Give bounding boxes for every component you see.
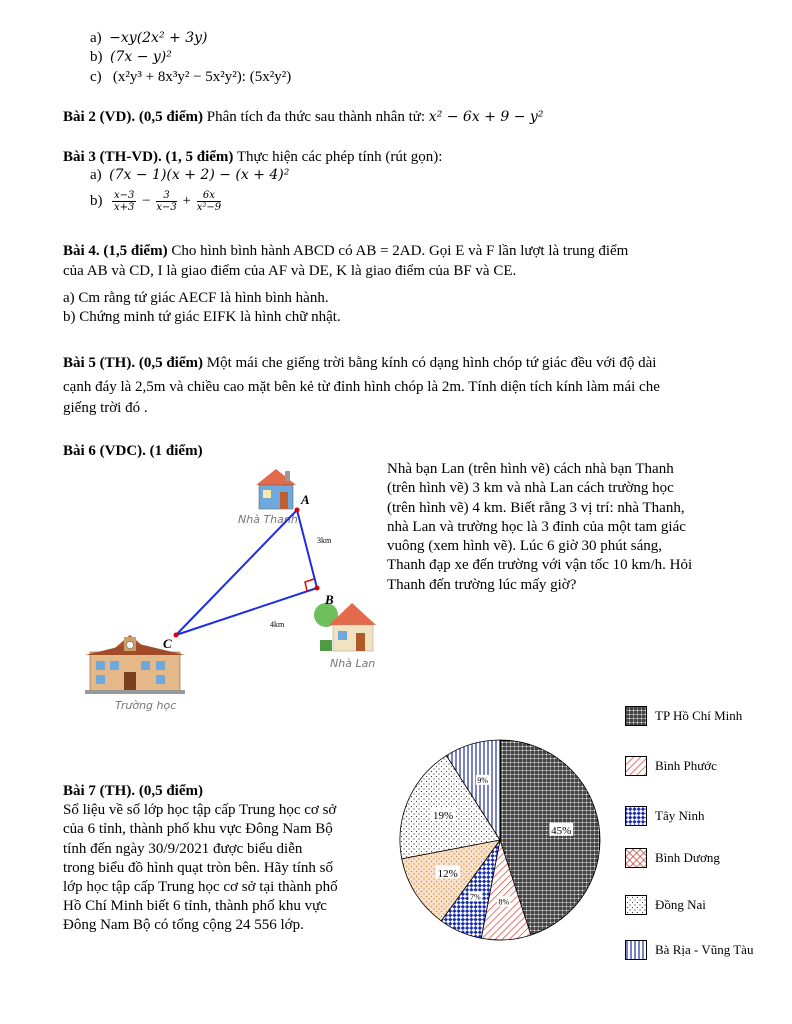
text-line: Đông Nam Bộ có tổng cộng 24 556 lớp. bbox=[63, 917, 304, 934]
bai2-expr: x² − 6x + 9 − y² bbox=[428, 109, 544, 125]
expr-a: −xy(2x² + 3y) bbox=[109, 30, 208, 46]
legend-swatch bbox=[625, 756, 647, 776]
pie-slice-label: 9% bbox=[477, 776, 489, 786]
bai1-item-a bbox=[90, 29, 207, 48]
edge-bc bbox=[176, 588, 317, 635]
bai5-title: Bài 5 (TH). (0,5 điểm) bbox=[63, 355, 203, 371]
fraction-1: $\frac{x-3}{x+3}$ bbox=[114, 190, 135, 214]
text-line: Thanh đạp xe đến trường với vận tốc 10 km/h. Hỏi bbox=[387, 557, 693, 574]
item-label: a) bbox=[90, 30, 102, 46]
bai1-item-b bbox=[90, 48, 172, 67]
bai5-line3: giếng trời đó . bbox=[63, 400, 148, 416]
triangle-figure bbox=[80, 465, 390, 720]
fraction-3: $\frac{6x}{\text{x²−9}}$ bbox=[196, 190, 222, 214]
item-label: b) bbox=[90, 49, 103, 65]
bai2 bbox=[63, 108, 543, 127]
legend-label: Bà Rịa - Vũng Tàu bbox=[655, 942, 754, 957]
expr-c: (x²y³ + 8x³y² − 5x²y²): (5x²y²) bbox=[112, 69, 292, 85]
bai2-title: Bài 2 (VD). (0,5 điểm) bbox=[63, 109, 203, 125]
bai3-header bbox=[63, 148, 442, 167]
legend-swatch bbox=[625, 895, 647, 915]
vertex-c-label: C bbox=[163, 636, 172, 651]
legend-item bbox=[625, 939, 753, 961]
bai3-title: Bài 3 (TH-VD). (1, 5 điểm) bbox=[63, 149, 234, 165]
bai2-text: Phân tích đa thức sau thành nhân tử: bbox=[206, 109, 426, 125]
pie-slice-label: 7% bbox=[470, 892, 481, 902]
bai3-text: Thực hiện các phép tính (rút gọn): bbox=[236, 149, 443, 165]
text-line: trong biểu đồ hình quạt tròn bên. Hãy tính số bbox=[63, 859, 333, 876]
text-line: Hồ Chí Minh biết 6 tỉnh, thành phố khu vực bbox=[63, 898, 327, 915]
bai4-text: Cho hình bình hành ABCD có AB = 2AD. Gọi E và F lần lượt là trung điểm bbox=[171, 243, 629, 259]
vertex-b-label: B bbox=[325, 592, 334, 607]
vertex-a-label: A bbox=[301, 492, 310, 507]
legend-swatch bbox=[625, 940, 647, 960]
bai3-item-b bbox=[90, 184, 223, 218]
legend-label: Bình Phước bbox=[655, 758, 717, 773]
bai4-title: Bài 4. (1,5 điểm) bbox=[63, 243, 168, 259]
label-house-lan: Nhà Lan bbox=[330, 657, 376, 670]
text-line: Thanh đến trường lúc mấy giờ? bbox=[387, 576, 577, 593]
legend-swatch bbox=[625, 706, 647, 726]
legend-label: Bình Dương bbox=[655, 850, 720, 865]
fraction-2: $\frac{3}{x-3}$ bbox=[156, 190, 177, 214]
pie-chart bbox=[395, 735, 605, 945]
text-line: nhà Lan và trường học là 3 đỉnh của một tam giác bbox=[387, 518, 686, 535]
expr-b: (7x − y)² bbox=[110, 49, 172, 65]
text-line: của 6 tỉnh, thành phố khu vực Đông Nam Bộ bbox=[63, 821, 333, 838]
pie-slice-label: 12% bbox=[437, 867, 458, 880]
bai6-title: Bài 6 (VDC). (1 điểm) bbox=[63, 443, 203, 459]
bai4-line2: của AB và CD, I là giao điểm của AF và DE, K là giao điểm của BF và CE. bbox=[63, 263, 517, 279]
legend-swatch bbox=[625, 806, 647, 826]
pie-slice-label: 19% bbox=[433, 810, 454, 823]
legend-label: Đồng Nai bbox=[655, 897, 706, 912]
item-label: b) bbox=[90, 193, 103, 209]
legend-label: TP Hồ Chí Minh bbox=[655, 708, 743, 723]
legend-label: Tây Ninh bbox=[655, 808, 705, 823]
text-line: Nhà bạn Lan (trên hình vẽ) cách nhà bạn Thanh bbox=[387, 461, 674, 477]
legend-item bbox=[625, 755, 717, 777]
text-line: (trên hình vẽ) 3 km và nhà Lan cách trường học bbox=[387, 480, 674, 497]
text-line: lớp học tập cấp Trung học cơ sở tại thành phố bbox=[63, 879, 338, 896]
bai5-text: Một mái che giếng trời bằng kính có dạng hình chóp tứ giác đều với độ dài bbox=[206, 355, 657, 371]
legend-swatch bbox=[625, 848, 647, 868]
bai3-item-a bbox=[90, 166, 289, 185]
distance-ab-label: 3km bbox=[317, 536, 332, 545]
bai6-text bbox=[387, 460, 727, 595]
text-line: Số liệu về số lớp học tập cấp Trung học cơ sở bbox=[63, 802, 337, 819]
edge-ca bbox=[176, 510, 297, 635]
legend-item bbox=[625, 705, 742, 727]
label-school: Trường học bbox=[115, 699, 177, 712]
house-lan-icon bbox=[314, 603, 376, 651]
pie-slice-label: 8% bbox=[498, 897, 510, 907]
legend-item bbox=[625, 847, 720, 869]
text-line: tính đến ngày 30/9/2021 được biểu diễn bbox=[63, 840, 303, 857]
legend-item bbox=[625, 805, 704, 827]
bai7-title: Bài 7 (TH). (0,5 điểm) bbox=[63, 783, 203, 799]
bai5-line2: cạnh đáy là 2,5m và chiều cao mặt bên kẻ từ đỉnh hình chóp là 2m. Tính diện tích kính làm mái che bbox=[63, 379, 660, 395]
pie-slice-label: 45% bbox=[551, 824, 572, 837]
operator: − bbox=[142, 193, 151, 209]
operator: + bbox=[182, 193, 191, 209]
bai4-line1 bbox=[63, 242, 628, 261]
bai3-expr-a: (7x − 1)(x + 2) − (x + 4)² bbox=[109, 167, 290, 183]
edge-ab bbox=[297, 510, 317, 588]
bai4-item-a: a) Cm rằng tứ giác AECF là hình bình hành. bbox=[63, 290, 329, 306]
legend-item bbox=[625, 894, 706, 916]
bai5-line1 bbox=[63, 354, 656, 373]
item-label: a) bbox=[90, 167, 102, 183]
distance-bc-label: 4km bbox=[270, 620, 285, 629]
house-thanh-icon bbox=[256, 469, 296, 509]
text-line: vuông (xem hình vẽ). Lúc 6 giờ 30 phút sáng, bbox=[387, 538, 662, 555]
bai4-item-b: b) Chứng minh tứ giác EIFK là hình chữ nhật. bbox=[63, 309, 341, 325]
text-line: (trên hình vẽ) 4 km. Biết rằng 3 vị trí: nhà Thanh, bbox=[387, 499, 685, 516]
label-house-thanh: Nhà Thanh bbox=[238, 513, 298, 526]
bai7-text bbox=[63, 782, 383, 936]
bai1-item-c bbox=[90, 68, 291, 87]
item-label: c) bbox=[90, 69, 102, 85]
